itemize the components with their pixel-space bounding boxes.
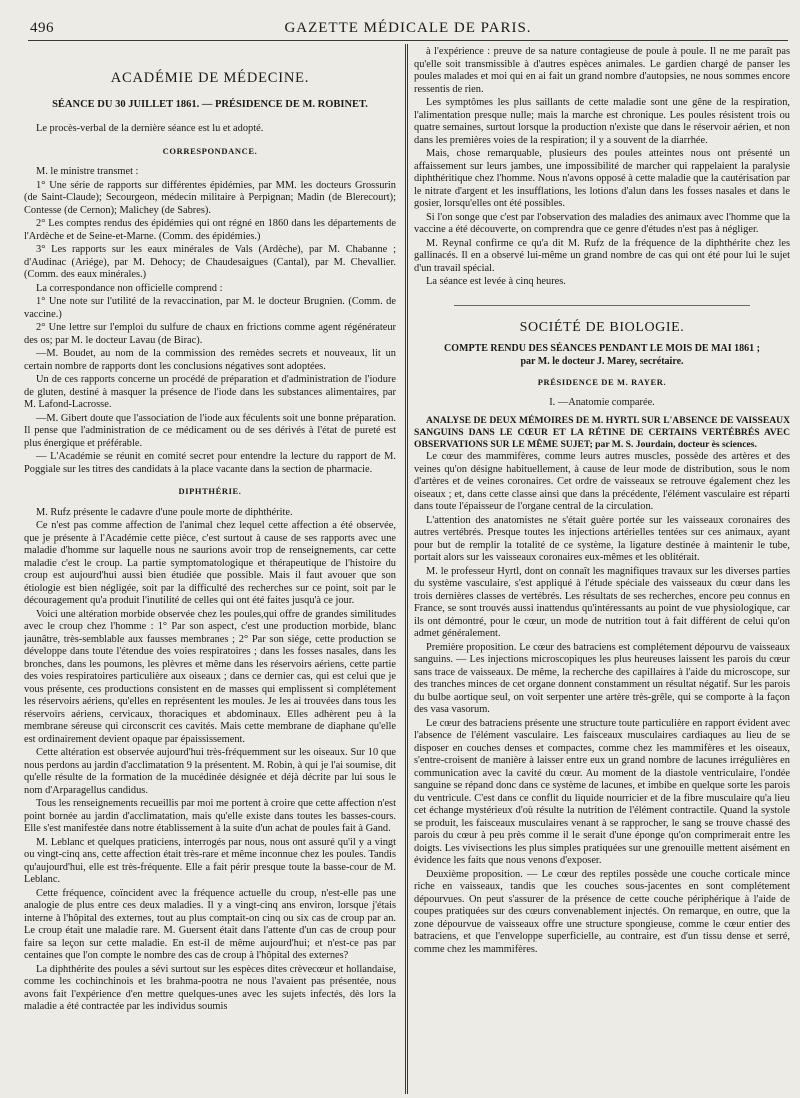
paragraph: M. Rufz présente le cadavre d'une poule morte de diphthérite.	[36, 506, 293, 518]
paragraph: L'attention des anatomistes ne s'était guère portée sur les vaisseaux coronaires des autres vertébrés. Presque toutes les injections artérielles tentées sur ces animaux, ayant pour but de remplir la totalité de ce système, la ligature destinée à maintenir le tube, portait alors sur les vaisseaux coronaires eux-mêmes et les oblitérait.	[414, 514, 790, 564]
paragraph: Cette altération est observée aujourd'hui très-fréquemment sur les oiseaux. Sur 10 que nous perdons au jardin d'acclimatation 9 la présentent. M. Robin, à qui je l'ai soumise, dit qu'elle résulte de la formation de la mucédinée désignée et déjà décrite par lui sous le nom d'Arparagellus candidus.	[24, 747, 396, 796]
correspondance-heading: CORRESPONDANCE.	[162, 145, 258, 156]
paragraph: 1° Une note sur l'utilité de la revaccination, par M. le docteur Brugnien. (Comm. de vaccine.)	[24, 296, 396, 320]
section-anatomie: I. —Anatomie comparée.	[549, 396, 655, 408]
report-line-1: COMPTE RENDU DES SÉANCES PENDANT LE MOIS DE MAI 1861 ;	[444, 343, 760, 354]
paragraph: Cette fréquence, coïncident avec la fréquence actuelle du croup, n'est-elle pas une analogie de plus entre ces deux maladies. Il y a vingt-cinq ans environ, lorsque j'étais interne à l'hôpital des externes, tout au plus comptait-on cinq ou six cas de croup par an. Le croup était une maladie rare. M. Guersent était dans l'attente d'un cas de croup pour faire sa leçon sur cette maladie. En est-il de même aujourd'hui; et n'est-ce pas par centaines que l'on compte le nombre des cas de croup à l'hôpital des externes?	[24, 887, 396, 961]
paragraph: Les symptômes les plus saillants de cette maladie sont une gêne de la respiration, l'alimentation presque nulle; mais la marche est chronique. Les poules résistent trois ou quatre semaines, surtout lorsque la production n'existe que dans le réservoir aérien, et non dans les premières voies de la respiration; il y a souvent de la diarrhée.	[414, 97, 790, 146]
paragraph: 3° Les rapports sur les eaux minérales de Vals (Ardèche), par M. Chabanne ; d'Audinac (Ariége), par M. Dehocy; de Chaudesaigues (Cantal), par M. Chevallier. (Comm. des eaux minérales.)	[24, 244, 396, 280]
paragraph: Tous les renseignements recueillis par moi me portent à croire que cette affection n'est point bornée au jardin d'acclimatation, mais qu'elle existe dans toutes les basses-cours. Elle s'est manifestée dans notre établissement à la suite d'un achat de poules fait à Gand.	[24, 798, 396, 834]
masthead: GAZETTE MÉDICALE DE PARIS.	[284, 20, 532, 36]
paragraph: Deuxième proposition. — Le cœur des reptiles possède une couche corticale mince riche en vaisseaux, tandis que les couches sous-jacentes en sont complétement dépourvues. On peut s'assurer de la présence de cette couche périphérique à l'aide de coupes pratiquées sur des cœurs convenablement injectés. On remarque, en outre, que la zone dépourvue de vaisseaux offre une structure spongieuse, comme le cœur entier des batraciens, et que l'enveloppe superficielle, au contraire, est d'un tissu dense et serré, comme chez les mammifères.	[414, 868, 790, 955]
academie-title: ACADÉMIE DE MÉDECINE.	[110, 70, 310, 86]
paragraph: Ce n'est pas comme affection de l'animal chez lequel cette affection a été observée, que je présente à l'Académie cette pièce, c'est surtout à cause de ses rapports avec une maladie d'homme sur laquelle nous ne saurions avoir trop de renseignements, car cette maladie c'est le croup. La partie symptomatologique et thérapeutique de l'histoire du croup est aujourd'hui aussi bien étudiée que possible. Mais il faut avouer que son étiologie est bien négligée, soit par la difficulté des recherches sur ce point, soit par le découragement qu'a produit l'inutilité de celles qui ont été faites jusqu'à ce jour.	[24, 520, 396, 606]
paragraph: La correspondance non officielle comprend :	[36, 282, 223, 294]
paragraph: Première proposition. Le cœur des batraciens est complétement dépourvu de vaisseaux sanguins. — Les injections microscopiques les plus heureuses laissent les parois du cœur sans trace de vaisseaux. De même, la recherche des capillaires à l'aide du microscope, sur des tranches minces de cet organe donnent constamment un résultat négatif. Sur les parois du bulbe aortique seul, on voit serpenter une artère très-grêle, qui se comporte à la façon des vasa vasorum.	[414, 641, 790, 716]
continuation-section	[414, 46, 790, 289]
paragraph: 2° Une lettre sur l'emploi du sulfure de chaux en frictions comme agent régénérateur des os; par M. le docteur Lavau (de Birac).	[24, 322, 396, 346]
paragraph: M. Leblanc et quelques praticiens, interrogés par nous, nous ont assuré qu'il y a vingt ou vingt-cinq ans, cette affection était très-rare et même inconnue chez les poules. Tandis qu'aujourd'hui, elle est très-fréquente. Elle a fait périr presque toute la basse-cour de M. Leblanc.	[24, 836, 396, 885]
paragraph: M. Reynal confirme ce qu'a dit M. Rufz de la fréquence de la diphthérite chez les gallinacés. Il en a observé lui-même un grand nombre de cas qui ont été pour lui le sujet d'un travail spécial.	[414, 237, 790, 274]
paragraph: 1° Une série de rapports sur différentes épidémies, par MM. les docteurs Grossurin (de Saint-Claude); Secourgeon, médecin militaire à Perpignan; Madin (de Blerecourt); Contesse (de Cernon); Malichey (de Sabres).	[24, 179, 396, 216]
correspondance-section	[24, 166, 396, 476]
paragraph: Voici une altération morbide observée chez les poules,qui offre de grandes similitudes avec le croup chez l'homme : 1° Par son aspect, c'est une production morbide, blanc jaunâtre, très-semblable aux fausses membranes ; 2° Par son siége, cette production se développe dans toute l'étendue des voies respiratoires ; dans les fosses nasales, dans les bronches, dans les poumons, les plèvres et même dans les réservoirs aériens, cette partie des voies respiratoires particulière aux oiseaux ; dans ce dernier cas, qui est celui que je vous présente, ces productions consistent en de masses qui emplissent si complétement les réservoirs aériens, qu'elles en représentent les moules. Je les ai trouvées dans tous les réservoirs aériens, cervicaux, thoraciques et abdominaux. Elles adhèrent peu à la membrane séreuse qui circonscrit ces cavités. Mais cette membrane de diaphane qu'elle est ordinairement devient opaque par épaississement.	[24, 608, 396, 745]
paragraph: — L'Académie se réunit en comité secret pour entendre la lecture du rapport de M. Poggiale sur les titres des candidats à la place vacante dans la section de pharmacie.	[24, 451, 396, 475]
paragraph: Le cœur des mammifères, comme leurs autres muscles, possède des artères et des veines qu'on désigne habituellement, à cause de leur mode de distribution, sous le nom d'artères et de veines coronaires. Cet ordre de vaisseaux se retrouve également chez les oiseaux ; et, dans cette classe ainsi que dans la précédente, l'élément vasculaire est réparti dans toute l'épaisseur de l'organe central de la circulation.	[414, 451, 790, 513]
presidence-line: PRÉSIDENCE DE M. RAYER.	[537, 377, 667, 387]
left-column	[24, 46, 396, 1092]
paragraph: La séance est levée à cinq heures.	[426, 276, 566, 287]
biologie-section	[414, 451, 790, 956]
diphtherie-heading: DIPHTHÉRIE.	[178, 486, 242, 496]
column-divider	[405, 44, 408, 1094]
paragraph: La diphthérite des poules a sévi surtout sur les espèces dites crèvecœur et hollandaise, comme les cochinchinois et les brahma-pootra ne nous l'avaient pas présentée, nous avons fait l'expérience d'en mettre quelques-unes avec les sujets infectés, dès lors la maladie a été contractée par les individus soumis	[24, 963, 396, 1012]
right-column	[414, 46, 790, 1092]
paragraph: Un de ces rapports concerne un procédé de préparation et d'administration de l'iodure de gluten, destiné à masquer la présence de l'iode dans les substances alimentaires, par M. Lafond-Lacrosse.	[24, 374, 396, 410]
paragraph: M. le ministre transmet :	[36, 166, 139, 177]
biologie-title: SOCIÉTÉ DE BIOLOGIE.	[519, 319, 685, 335]
paragraph: à l'expérience : preuve de sa nature contagieuse de poule à poule. Il ne me paraît pas qu'elle soit transmissible à d'autres espèces animales. Le gardien chargé de panser les poules malades et moi qui en ai fait un grand nombre d'autopsies, ne nous sommes encore ressentis de rien.	[414, 46, 790, 95]
analyse-heading: ANALYSE DE DEUX MÉMOIRES DE M. HYRTL SUR L'ABSENCE DE VAISSEAUX SANGUINS DANS LE CŒUR ET LA RÉTINE DE CERTAINS VERTÉBRÉS AVEC OBSERVATIONS SUR LE MÊME SUJET; par M. S. Jourdain, docteur ès sciences.	[414, 415, 790, 450]
paragraph: Si l'on songe que c'est par l'observation des maladies des animaux avec l'homme que la vaccine a été découverte, on comprendra que ce genre d'études n'est pas à négliger.	[414, 211, 790, 235]
page-number: 496	[30, 20, 54, 36]
report-line-2: par M. le docteur J. Marey, secrétaire.	[520, 356, 684, 367]
paragraph: —M. Gibert doute que l'association de l'iode aux féculents soit une bonne préparation. Il pense que l'administration de ce médicament ou de ses dérivés à l'état de pureté est plus énergique et préférable.	[24, 412, 396, 449]
seance-line: SÉANCE DU 30 JUILLET 1861. — PRÉSIDENCE DE M. ROBINET.	[52, 98, 368, 110]
paragraph: —M. Boudet, au nom de la commission des remèdes secrets et nouveaux, lit un certain nombre de rapports dont les conclusions négatives sont adoptées.	[24, 348, 396, 372]
page-header	[28, 18, 788, 41]
paragraph: 2° Les comptes rendus des épidémies qui ont régné en 1860 dans les départements de l'Ardèche et de Seine-et-Marne. (Comm. des épidémies.)	[24, 218, 396, 242]
proces-verbal: Le procès-verbal de la dernière séance est lu et adopté.	[36, 123, 264, 134]
diphtherie-section	[24, 507, 396, 1014]
report-heading	[414, 342, 790, 368]
paragraph: Mais, chose remarquable, plusieurs des poules atteintes nous ont présenté un affaissement sur leurs jambes, une impossibilité de marcher qui rappelaient la paralysie diphthéritique chez l'homme. Nous n'avons opposé à cette maladie que la cautérisation par le nitrate d'argent et les insufflations, les lotions d'alun dans les fosses nasales et dans le gosier, lorsqu'elles ont été possibles.	[414, 148, 790, 209]
paragraph: M. le professeur Hyrtl, dont on connaît les magnifiques travaux sur les diverses parties du système vasculaire, s'est appliqué à l'étude spéciale des vaisseaux du cœur dans les trois dernières classes de vertébrés. Les résultats de ses recherches, encore peu connus en France, se sont trouvés aussi inattendus qu'intéressants au point de vue physiologique, car ils ont démontré, pour le cœur, un mode de nutrition tout à fait différent de celui qu'on admet généralement.	[414, 565, 790, 640]
paragraph: Le cœur des batraciens présente une structure toute particulière en rapport évident avec l'absence de l'élément vasculaire. Les faisceaux musculaires cardiaques au lieu de se disposer en couches denses et compactes, comme chez les mammifères et les oiseaux, s'entre-croisent de manière à laisser entre eux un grand nombre de lacunes irrégulières en communication avec la cavité du cœur. Au moment de la diastole ventriculaire, l'ondée sanguine se répand donc dans ce système de lacunes, et imbibe en quelque sorte les parois du ventricule. C'est dans ce conflit du liquide nourricier et de la fibre musculaire qu'a lieu cet échange mystérieux d'où résulte la nutrition de l'élément contractile. Quand la systole se produit, les faisceaux musculaires venant à se rapprocher, le sang se trouve chassé des parois du cœur à peu près comme il le serait d'une éponge qu'on comprimerait entre les doigts. Les vivisections les plus simples pratiquées sur une grenouille mettent aisément en évidence les faits que nous venons d'exposer.	[414, 717, 790, 867]
section-separator	[454, 305, 750, 306]
